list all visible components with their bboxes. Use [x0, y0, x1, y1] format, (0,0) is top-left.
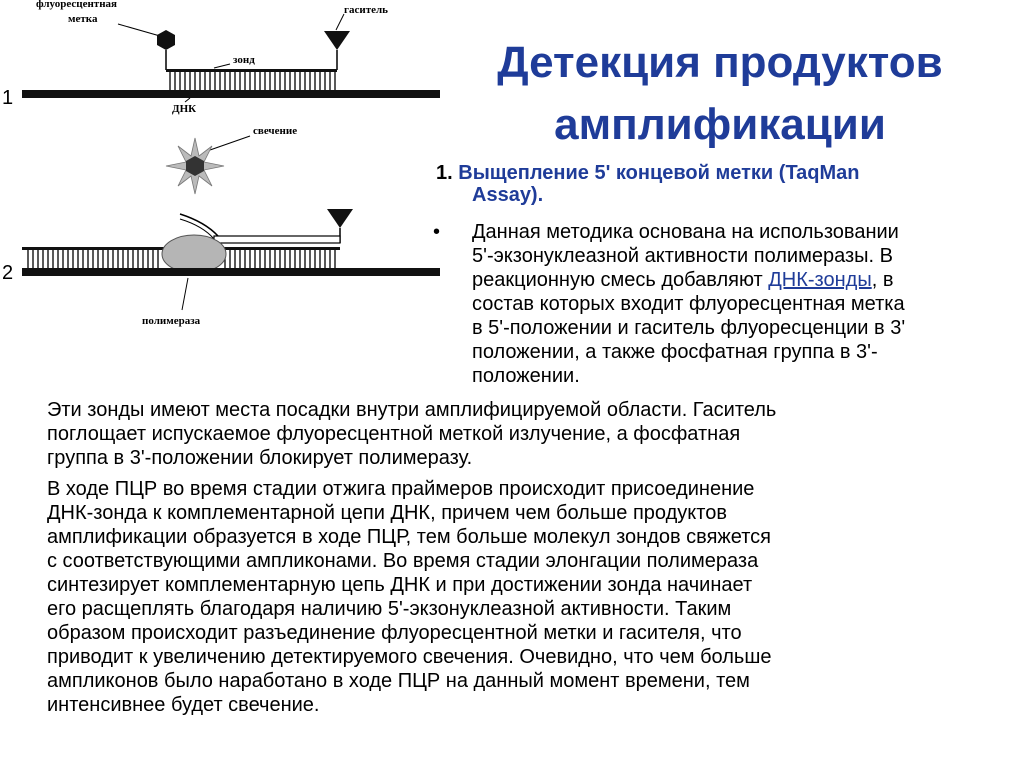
- bullet-line-pre: реакционную смесь добавляют: [472, 269, 769, 291]
- bullet-line: Данная методика основана на использовании: [472, 221, 899, 243]
- point-1-number: 1.: [436, 162, 453, 184]
- step-number-2: 2: [2, 262, 14, 284]
- label-fluorescent-tag-line1: флуоресцентная: [36, 0, 118, 10]
- label-quencher: гаситель: [344, 4, 388, 16]
- paragraph-line: Эти зонды имеют места посадки внутри амплифицируемой области. Гаситель: [47, 399, 777, 421]
- label-probe: зонд: [233, 54, 255, 66]
- slide-title-line2: амплификации: [554, 100, 886, 149]
- label-dna: ДНК: [172, 103, 197, 115]
- bullet-line: положении, а также фосфатная группа в 3'-: [472, 341, 878, 363]
- paragraph-line: его расщеплять благодаря наличию 5'-экзонуклеазной активности. Таким: [47, 598, 732, 620]
- bullet-line: 5'-экзонуклеазной активности полимеразы. В: [472, 245, 893, 267]
- slide-title-line1: Детекция продуктов: [497, 38, 943, 87]
- probe-displaced-end: [180, 214, 218, 236]
- paragraph-line: поглощает испускаемое флуоресцентной меткой излучение, а фосфатная: [47, 423, 741, 445]
- paragraph-line: ДНК-зонда к комплементарной цепи ДНК, причем чем больше продуктов: [47, 502, 727, 524]
- label-fluorescent-tag-line2: метка: [68, 13, 98, 25]
- paragraph-line: приводит к увеличению детектируемого свечения. Очевидно, что чем больше: [47, 646, 772, 668]
- label-polymerase: полимераза: [142, 315, 201, 327]
- quencher-triangle-1: [324, 31, 350, 50]
- point-1-text: Выщепление 5' концевой метки (TaqMan: [458, 162, 860, 184]
- slide-title: [430, 32, 1010, 156]
- paragraph-line: ампликонов было наработано в ходе ПЦР на данный момент времени, тем: [47, 670, 750, 692]
- dna-probes-link[interactable]: ДНК-зонды: [768, 269, 872, 291]
- paragraph-line: В ходе ПЦР во время стадии отжига праймеров происходит присоединение: [47, 478, 755, 500]
- paragraph-line: синтезирует комплементарную цепь ДНК и при достижении зонда начинает: [47, 574, 753, 596]
- dna-strand-1: [22, 90, 440, 98]
- probe-sites-paragraph: [47, 398, 997, 470]
- point-1: [436, 162, 1024, 206]
- taqman-diagram: [0, 0, 440, 340]
- bullet-line: в 5'-положении и гаситель флуоресценции в 3': [472, 317, 906, 339]
- quencher-triangle-2: [327, 209, 353, 228]
- pcr-process-paragraph: [47, 477, 997, 717]
- paragraph-line: образом происходит разъединение флуоресцентной метки и гасителя, что: [47, 622, 742, 644]
- bullet-dot: •: [433, 221, 441, 243]
- dna-strand-2: [22, 268, 440, 276]
- point-1-text-cont: Assay).: [472, 184, 544, 206]
- bullet-line: положении.: [472, 365, 580, 387]
- fluorescent-tag-hexagon-1: [157, 30, 175, 50]
- label-glow: свечение: [253, 125, 298, 137]
- paragraph-line: амплификации образуется в ходе ПЦР, тем больше молекул зондов свяжется: [47, 526, 772, 548]
- paragraph-line: интенсивнее будет свечение.: [47, 694, 320, 716]
- bullet-line-post: , в: [871, 269, 894, 291]
- probe-teeth-1: [170, 72, 335, 90]
- paragraph-line: с соответствующими ампликонами. Во время стадии элонгации полимераза: [47, 550, 759, 572]
- paragraph-line: группа в 3'-положении блокирует полимеразу.: [47, 447, 473, 469]
- polymerase-blob: [162, 235, 226, 273]
- bullet-line: состав которых входит флуоресцентная метка: [472, 293, 905, 315]
- step-number-1: 1: [2, 87, 14, 109]
